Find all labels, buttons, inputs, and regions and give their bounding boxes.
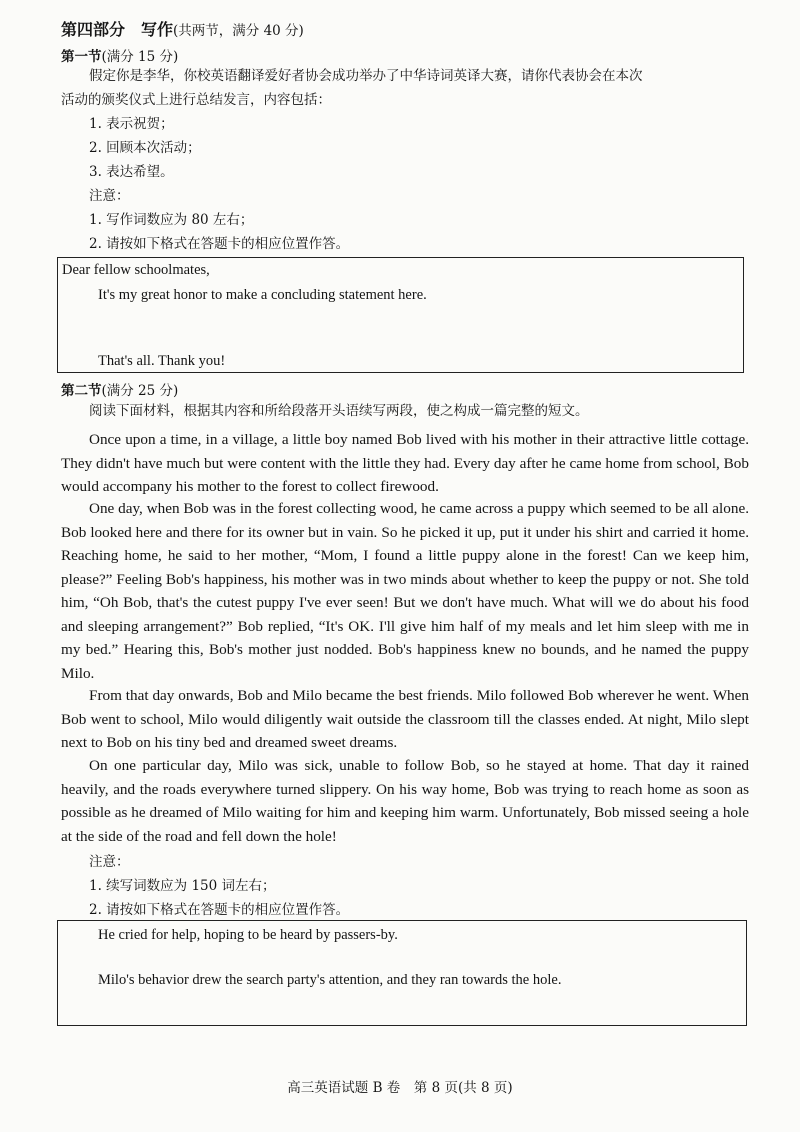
section1-answer-box [57,257,744,373]
box-closing: That's all. Thank you! [98,353,226,369]
page-footer: 高三英语试题 B 卷 第 8 页(共 8 页) [287,1080,513,1096]
section2-note: 1. 续写词数应为 150 词左右； [89,878,276,894]
part-title [61,17,304,40]
section2-instruction: 阅读下面材料，根据其内容和所给段落开头语续写两段，使之构成一篇完整的短文。 [89,403,589,419]
story-paragraph: From that day onwards, Bob and Milo became the best friends. Milo followed Bob wherever he went. When Bob went to school, Milo would diligently wait outside the classroom till the classes ended. At night, Milo slept next to Bob on his tiny bed and dreamed sweet dreams. [61,687,749,751]
section1-item: 1. 表示祝贺； [89,116,174,132]
part-subtitle: (共两节，满分 40 分) [173,23,304,39]
box-continuation-1: He cried for help, hoping to be heard by passers-by. [98,927,398,943]
story-paragraph: One day, when Bob was in the forest collecting wood, he came across a puppy which seemed to be all alone. Bob looked here and there for its owner but in vain. So he picked it up, put it under his shirt and carried it home. Reaching home, he said to her mother, “Mom, I found a little puppy alone in the forest! Can we keep him, please?” Feeling Bob's happiness, his mother was in two minds about whether to keep the puppy or not. She told him, “Oh Bob, that's the cutest puppy I've ever seen! But we don't have much. What will we do about his food and sleeping arrangement?” Bob replied, “It's OK. I'll give him half of my meals and let him sleep with me in my bed.” Hearing this, Bob's mother just nodded. Bob's happiness knew no bounds, and he named the puppy Milo. [61,500,749,682]
section1-prompt-line1: 假定你是李华，你校英语翻译爱好者协会成功举办了中华诗词英译大赛，请你代表协会在本次 [89,68,643,84]
section1-heading-text: 第一节 [61,49,102,65]
part-title-text: 第四部分 写作 [61,20,174,39]
story-paragraph: On one particular day, Milo was sick, unable to follow Bob, so he stayed at home. That day it rained heavily, and the roads everywhere turned slippery. On his way home, Bob was trying to reach home as soon as possible as he dreamed of Milo waiting for him and keeping him warm. Unfortunately, Bob missed seeing a hole at the side of the road and fell down the hole! [61,757,749,845]
section1-points: (满分 15 分) [101,49,179,65]
section1-heading [61,45,178,65]
section2-answer-box [57,920,747,1026]
section2-heading-text: 第二节 [61,383,102,399]
box-continuation-2: Milo's behavior drew the search party's attention, and they ran towards the hole. [98,972,562,988]
section2-heading [61,379,178,399]
section2-note-label: 注意： [89,854,130,870]
box-greeting: Dear fellow schoolmates, [62,262,210,278]
box-opening: It's my great honor to make a concluding statement here. [98,287,427,303]
section2-note: 2. 请按如下格式在答题卡的相应位置作答。 [89,902,350,918]
section1-item: 3. 表达希望。 [89,164,174,180]
section1-note: 1. 写作词数应为 80 左右； [89,212,254,228]
section1-prompt-line2: 活动的颁奖仪式上进行总结发言，内容包括： [61,92,331,108]
story-paragraph: Once upon a time, in a village, a little boy named Bob lived with his mother in their attractive little cottage. They didn't have much but were content with the little they had. Every day after he came home from school, Bob would accompany his mother to the forest to collect firewood. [61,431,749,495]
section1-item: 2. 回顾本次活动； [89,140,201,156]
section1-note-label: 注意： [89,188,130,204]
section1-note: 2. 请按如下格式在答题卡的相应位置作答。 [89,236,350,252]
section2-points: (满分 25 分) [101,383,179,399]
